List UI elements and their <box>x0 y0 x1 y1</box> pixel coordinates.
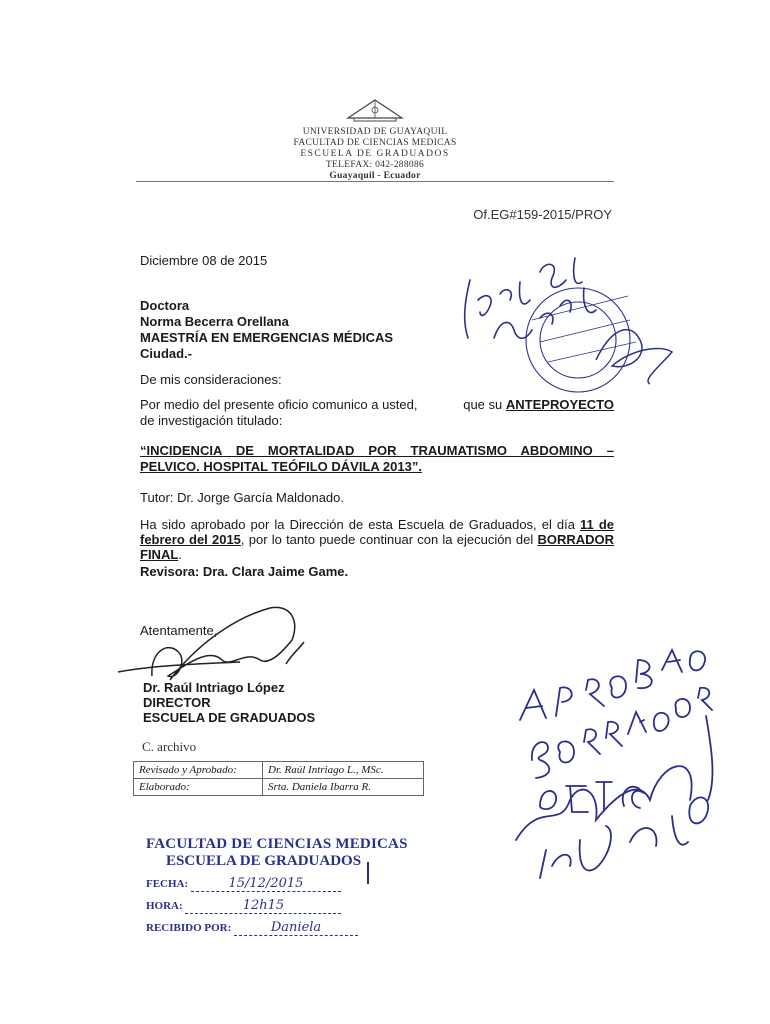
signatory-name: Dr. Raúl Intriago López <box>143 680 285 695</box>
school-seal-icon <box>526 288 636 392</box>
document-date: Diciembre 08 de 2015 <box>140 253 268 268</box>
recipient-name: Norma Becerra Orellana <box>140 314 289 329</box>
recipient-city: Ciudad.- <box>140 346 192 361</box>
p2-approval-date: 11 de febrero del 2015 <box>140 517 614 547</box>
stamp-fecha-label: FECHA: <box>146 878 189 890</box>
archive-note: C. archivo <box>142 739 197 754</box>
handwritten-top-note <box>465 258 596 338</box>
recipient-program: MAESTRÍA EN EMERGENCIAS MÉDICAS <box>140 330 394 345</box>
letterhead-school: ESCUELA DE GRADUADOS <box>300 149 450 159</box>
p2-text-b: , por lo tanto puede continuar con la ejecución del <box>240 532 534 547</box>
p1-right-text: que su <box>463 397 503 412</box>
review-label: Elaborado: <box>134 779 263 796</box>
p1-end-text: de investigación titulado: <box>140 413 283 428</box>
letterhead-city: Guayaquil - Ecuador <box>329 171 421 181</box>
letterhead-phone: TELEFAX: 042-288086 <box>325 160 425 170</box>
stamp-recibido-label: RECIBIDO POR: <box>146 922 232 934</box>
stamp-hora-label: HORA: <box>146 900 183 912</box>
greeting: De mis consideraciones: <box>140 372 282 387</box>
p2-final-draft: BORRADOR FINAL <box>140 532 615 562</box>
p1-keyword: ANTEPROYECTO <box>505 397 614 412</box>
p1-start-text: Por medio del presente oficio comunico a usted, <box>140 397 418 412</box>
stamp-school: ESCUELA DE GRADUADOS <box>166 853 362 869</box>
signatory-unit: ESCUELA DE GRADUADOS <box>143 710 316 725</box>
review-value: Dr. Raúl Intriago L., MSc. <box>263 762 424 779</box>
p2-text-c: . <box>178 547 182 562</box>
document-reference: Of.EG#159-2015/PROY <box>473 207 612 222</box>
letterhead-university: UNIVERSIDAD DE GUAYAQUIL <box>302 127 448 137</box>
review-label: Revisado y Aprobado: <box>134 762 263 779</box>
closing: Atentamente, <box>140 623 218 638</box>
stamp-fecha-value: 15/12/2015 <box>191 876 341 892</box>
subdirector-signature <box>596 330 672 384</box>
p2-text-a: Ha sido aprobado por la Dirección de esta Escuela de Graduados, el día <box>140 517 575 532</box>
reviewer-line: Revisora: Dra. Clara Jaime Game. <box>140 564 349 579</box>
research-title: “INCIDENCIA DE MORTALIDAD POR TRAUMATISMO ABDOMINO – PELVICO. HOSPITAL TEÓFILO DÁVILA 2013”. <box>140 443 614 474</box>
stamp-faculty: FACULTAD DE CIENCIAS MEDICAS <box>146 836 408 852</box>
signatory-role: DIRECTOR <box>143 695 211 710</box>
handwritten-approval-note <box>516 650 712 878</box>
review-value: Srta. Daniela Ibarra R. <box>263 779 424 796</box>
director-signature <box>118 607 304 680</box>
recipient-title: Doctora <box>140 298 190 313</box>
tutor-line: Tutor: Dr. Jorge García Maldonado. <box>140 490 345 505</box>
stamp-recibido-value: Daniela <box>234 920 358 936</box>
letterhead-faculty: FACULTAD DE CIENCIAS MEDICAS <box>293 138 457 148</box>
stamp-hora-value: 12h15 <box>185 898 341 914</box>
